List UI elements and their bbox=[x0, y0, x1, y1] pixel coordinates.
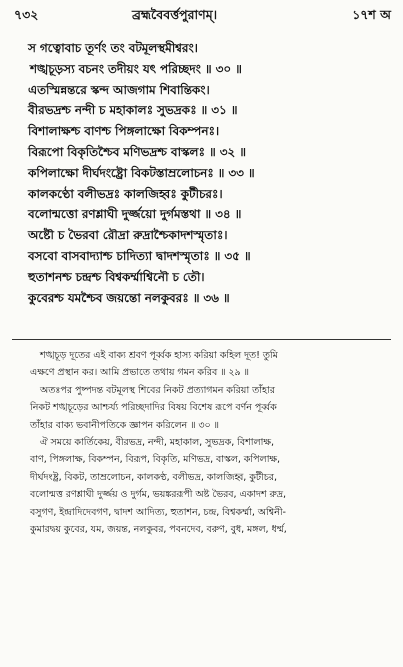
translation-paragraph bbox=[14, 347, 391, 382]
verse-line: কপিলাক্ষো দীর্ঘদংষ্ট্রো বিকটস্তাম্রলোচনঃ ॥ ৩৩ ॥ bbox=[28, 165, 255, 180]
verse-line: কুবেরশ্চ যমশ্চৈব জয়ন্তো নলকুবরঃ ॥ ৩৬ ॥ bbox=[28, 290, 230, 305]
book-title: ব্রহ্মবৈবর্ত্তপুরাণম্। bbox=[132, 7, 218, 22]
section-divider bbox=[12, 339, 391, 340]
bengali-translation bbox=[14, 347, 391, 538]
verse-line: অষ্টৌ চ ভৈরবা রৌদ্রা রুদ্রাশ্চৈকাদশস্মৃতাঃ। bbox=[28, 228, 228, 243]
chapter-label: ১৭শ অ bbox=[352, 7, 391, 22]
translation-line: দীর্ঘদংষ্ট্র, বিকট, তাম্রলোচন, কালকণ্ঠ, বলীভদ্র, কালজিহ্ব, কুটীচর, bbox=[30, 471, 277, 483]
verse-line: বিশালাক্ষশ্চ বাণশ্চ পিঙ্গলাক্ষো বিকম্পনঃ। bbox=[28, 124, 220, 139]
translation-line: বলোন্মত্ত রণশ্লাঘী দুর্জ্জয় ও দুর্গম, ভয়ঙ্কররূপী অষ্ট ভৈরব, একাদশ রুদ্র, bbox=[30, 489, 286, 501]
verse-line: বীরভদ্রশ্চ নন্দী চ মহাকালঃ সুভদ্রকঃ ॥ ৩১ ॥ bbox=[28, 103, 238, 118]
translation-line: অতঃপর পুষ্পদন্ত বটমূলস্থ শিবের নিকট প্রত্যাগমন করিয়া তাঁহার bbox=[40, 384, 275, 396]
page-header bbox=[14, 8, 391, 26]
translation-paragraph bbox=[14, 434, 391, 538]
sanskrit-verses bbox=[28, 38, 393, 308]
translation-line: এক্ষণে প্রস্থান কর। আমি প্রভাতে তথায় গমন করিব ॥ ২৯ ॥ bbox=[30, 367, 249, 379]
translation-line: শঙ্খচূড় দূতের এই বাক্য শ্রবণ পূর্ব্বক হাস্য করিয়া কহিল দূত! তুমি bbox=[40, 350, 278, 361]
translation-line: ঐ সময়ে কার্তিকেয়, বীরভদ্র, নন্দী, মহাকাল, সুভদ্রক, বিশালাক্ষ, bbox=[40, 437, 274, 449]
verse-line: এতস্মিন্নন্তরে স্কন্দ আজগাম শিবান্তিকং। bbox=[28, 82, 210, 97]
translation-paragraph bbox=[14, 382, 391, 434]
verse-line: কালকণ্ঠো বলীভদ্রঃ কালজিহ্বঃ কুটীচরঃ। bbox=[28, 186, 223, 201]
verse-line: বলোন্মত্তো রণশ্লাঘী দুর্জ্জয়ো দুর্গমস্তথা ॥ ৩৪ ॥ bbox=[28, 207, 242, 222]
translation-line: কুমারদ্বয় কুবের, যম, জয়ন্ত, নলকুবর, পবনদেব, বরুণ, বুধ, মঙ্গল, ধর্ম্ম, bbox=[30, 524, 287, 536]
translation-line: নিকট শঙ্খচূড়ের আশ্চর্য্য পরিচ্ছদাদির বিষয় বিশেষ রূপে বর্ণন পূর্ব্বক bbox=[30, 402, 277, 414]
translation-line: বাণ, পিঙ্গলাক্ষ, বিকম্পন, বিরূপ, বিকৃতি, মণিভদ্র, বাস্কল, কপিলাক্ষ, bbox=[30, 454, 281, 466]
translation-line: বসুগণ, ইন্দ্রাদিদেবগণ, দ্বাদশ আদিত্য, হুতাশন, চন্দ্র, বিশ্বকর্ম্মা, অশ্বিনী- bbox=[30, 506, 286, 518]
verse-line: স গত্বোবাচ তূর্ণং তং বটমূলস্থমীশ্বরং। bbox=[28, 41, 198, 55]
verse-line: বিরূপো বিকৃতিশ্চৈব মণিভদ্রশ্চ বাস্কলঃ ॥ ৩২ ॥ bbox=[28, 144, 246, 159]
page-number: ৭৩২ bbox=[14, 7, 39, 22]
translation-line: তাঁহার বাক্য ভবানীপতিকে জ্ঞাপন করিলেন ॥ ৩০ ॥ bbox=[30, 419, 219, 431]
verse-line: বসবো বাসবাদ্যাশ্চ চাদিত্যা দ্বাদশস্মৃতাঃ ॥ ৩৫ ॥ bbox=[28, 248, 251, 263]
verse-line: হুতাশনশ্চ চন্দ্রশ্চ বিশ্বকর্ম্মাশ্বিনৌ চ তৌ। bbox=[28, 269, 205, 284]
verse-line: শঙ্খচূড়স্য বচনং তদীয়ং যৎ পরিচ্ছদং ॥ ৩০ ॥ bbox=[30, 61, 242, 76]
